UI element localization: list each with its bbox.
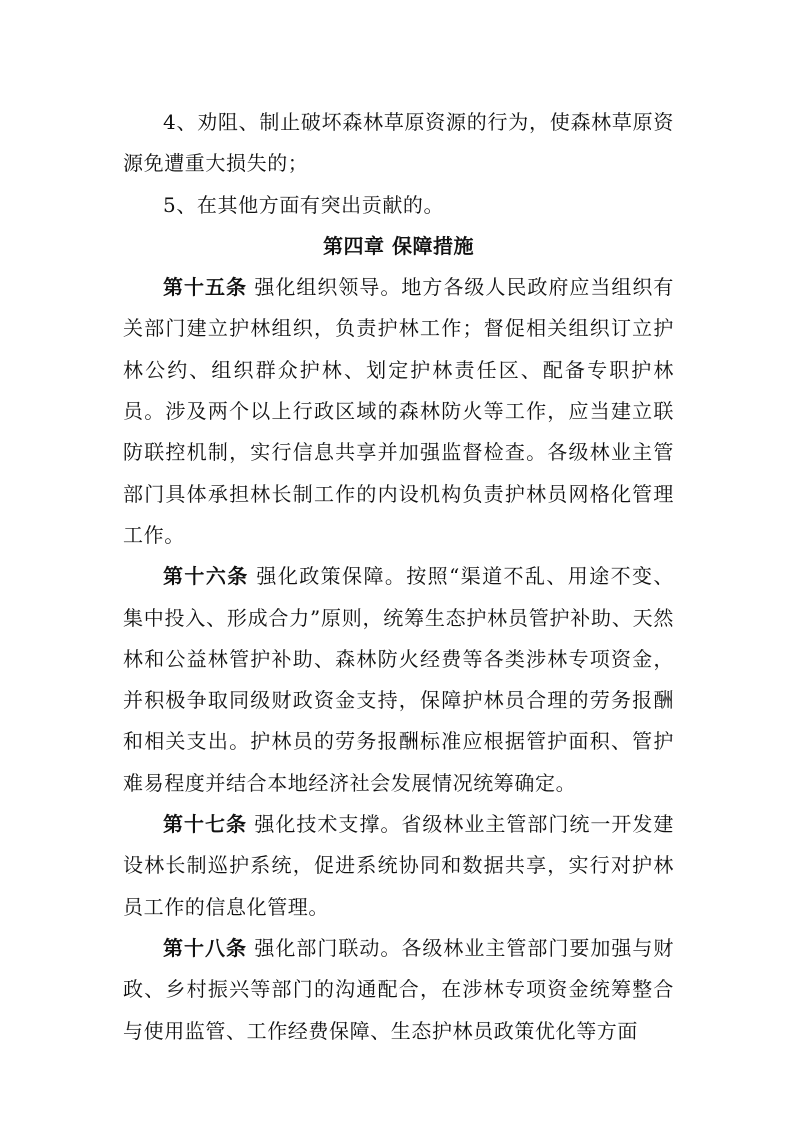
- list-item-5: [123, 185, 674, 226]
- article-17: [123, 804, 674, 928]
- article-15: [123, 267, 674, 556]
- article-text: 强化技术支撑。省级林业主管部门统一开发建设林长制巡护系统，促进系统协同和数据共享，实行对护林员工作的信息化管理。: [123, 812, 674, 919]
- article-number: 第十七条: [163, 812, 248, 837]
- article-number: 第十五条: [163, 275, 248, 300]
- article-16: [123, 556, 674, 804]
- article-number: 第十六条: [163, 564, 249, 589]
- list-item-text: 4、劝阻、制止破坏森林草原资源的行为，使森林草原资源免遭重大损失的；: [123, 110, 674, 176]
- list-item-text: 5、在其他方面有突出贡献的。: [163, 192, 445, 217]
- list-item-4: [123, 102, 674, 185]
- article-text: 强化政策保障。按照“渠道不乱、用途不变、集中投入、形成合力”原则，统筹生态护林员管护补助、天然林和公益林管护补助、森林防火经费等各类涉林专项资金，并积极争取同级财政资金支持，保障护林员合理的劳务报酬和相关支出。护林员的劳务报酬标准应根据管护面积、管护难易程度并结合本地经济社会发展情况统筹确定。: [123, 564, 674, 795]
- document-body: [123, 102, 674, 1052]
- article-text: 强化部门联动。各级林业主管部门要加强与财政、乡村振兴等部门的沟通配合，在涉林专项资金统筹整合与使用监管、工作经费保障、生态护林员政策优化等方面: [123, 935, 674, 1043]
- article-18: [123, 928, 674, 1052]
- article-text: 强化组织领导。地方各级人民政府应当组织有关部门建立护林组织，负责护林工作；督促相关组织订立护林公约、组织群众护林、划定护林责任区、配备专职护林员。涉及两个以上行政区域的森林防火等工作，应当建立联防联控机制，实行信息共享并加强监督检查。各级林业主管部门具体承担林长制工作的内设机构负责护林员网格化管理工作。: [123, 275, 674, 547]
- chapter-heading: 第四章 保障措施: [323, 233, 474, 258]
- article-number: 第十八条: [163, 935, 248, 960]
